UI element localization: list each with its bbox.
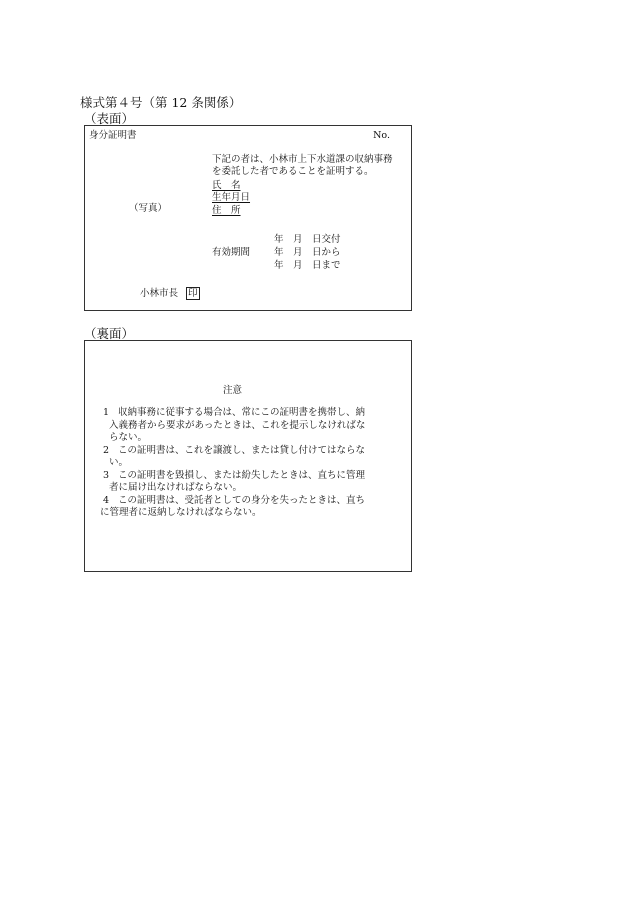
notice-number: 4 [103, 494, 110, 506]
notice-text-line: い。 [109, 457, 129, 468]
mayor-signature-line [140, 287, 200, 300]
address-label: 住 所 [212, 205, 241, 216]
mayor-label: 小林市長 [140, 288, 179, 299]
card-front [84, 125, 412, 311]
notice-number: 2 [103, 444, 110, 456]
number-label: No. [373, 130, 390, 141]
notice-item [100, 495, 382, 520]
issue-line: 年 月 日交付 [274, 234, 341, 245]
card-back [84, 340, 412, 572]
notice-text-line: に管理者に返納しなければならない。 [100, 507, 262, 518]
card-title: 身分証明書 [89, 130, 137, 141]
notice-text-line: 者に届け出なければならない。 [109, 482, 243, 493]
notice-text-line: らない。 [109, 432, 148, 443]
notice-text-line: 入義務者から要求があったときは、これを提示しなければな [109, 419, 366, 431]
notice-number: 3 [103, 469, 110, 481]
notice-item [100, 470, 382, 495]
notice-item [100, 445, 382, 470]
notice-text-line: この証明書は、受託者としての身分を失ったときは、直ち [118, 494, 366, 506]
front-side-label: （表面） [84, 111, 135, 126]
notice-number: 1 [103, 407, 110, 418]
seal-mark: 印 [188, 288, 198, 299]
valid-from-line: 年 月 日から [274, 247, 341, 258]
certify-line-2: を委託した者であることを証明する。 [212, 166, 374, 177]
notice-title: 注意 [223, 385, 243, 396]
notice-text-line: この証明書は、これを譲渡し、または貸し付けてはならな [118, 444, 366, 456]
validity-label: 有効期間 [212, 247, 251, 258]
name-label: 氏 名 [212, 180, 241, 191]
notice-text-line: 収納事務に従事する場合は、常にこの証明書を携帯し、納 [118, 407, 366, 418]
form-title: 様式第４号（第 12 条関係） [80, 95, 242, 110]
notice-item [100, 407, 382, 445]
birthdate-label: 生年月日 [212, 192, 251, 203]
notice-list [100, 407, 382, 520]
certify-line-1: 下記の者は、小林市上下水道課の収納事務 [212, 154, 393, 165]
valid-to-line: 年 月 日まで [274, 260, 341, 271]
photo-label: （写真） [129, 203, 168, 214]
back-side-label: （裏面） [84, 326, 135, 341]
notice-text-line: この証明書を毀損し、または紛失したときは、直ちに管理 [118, 469, 366, 481]
